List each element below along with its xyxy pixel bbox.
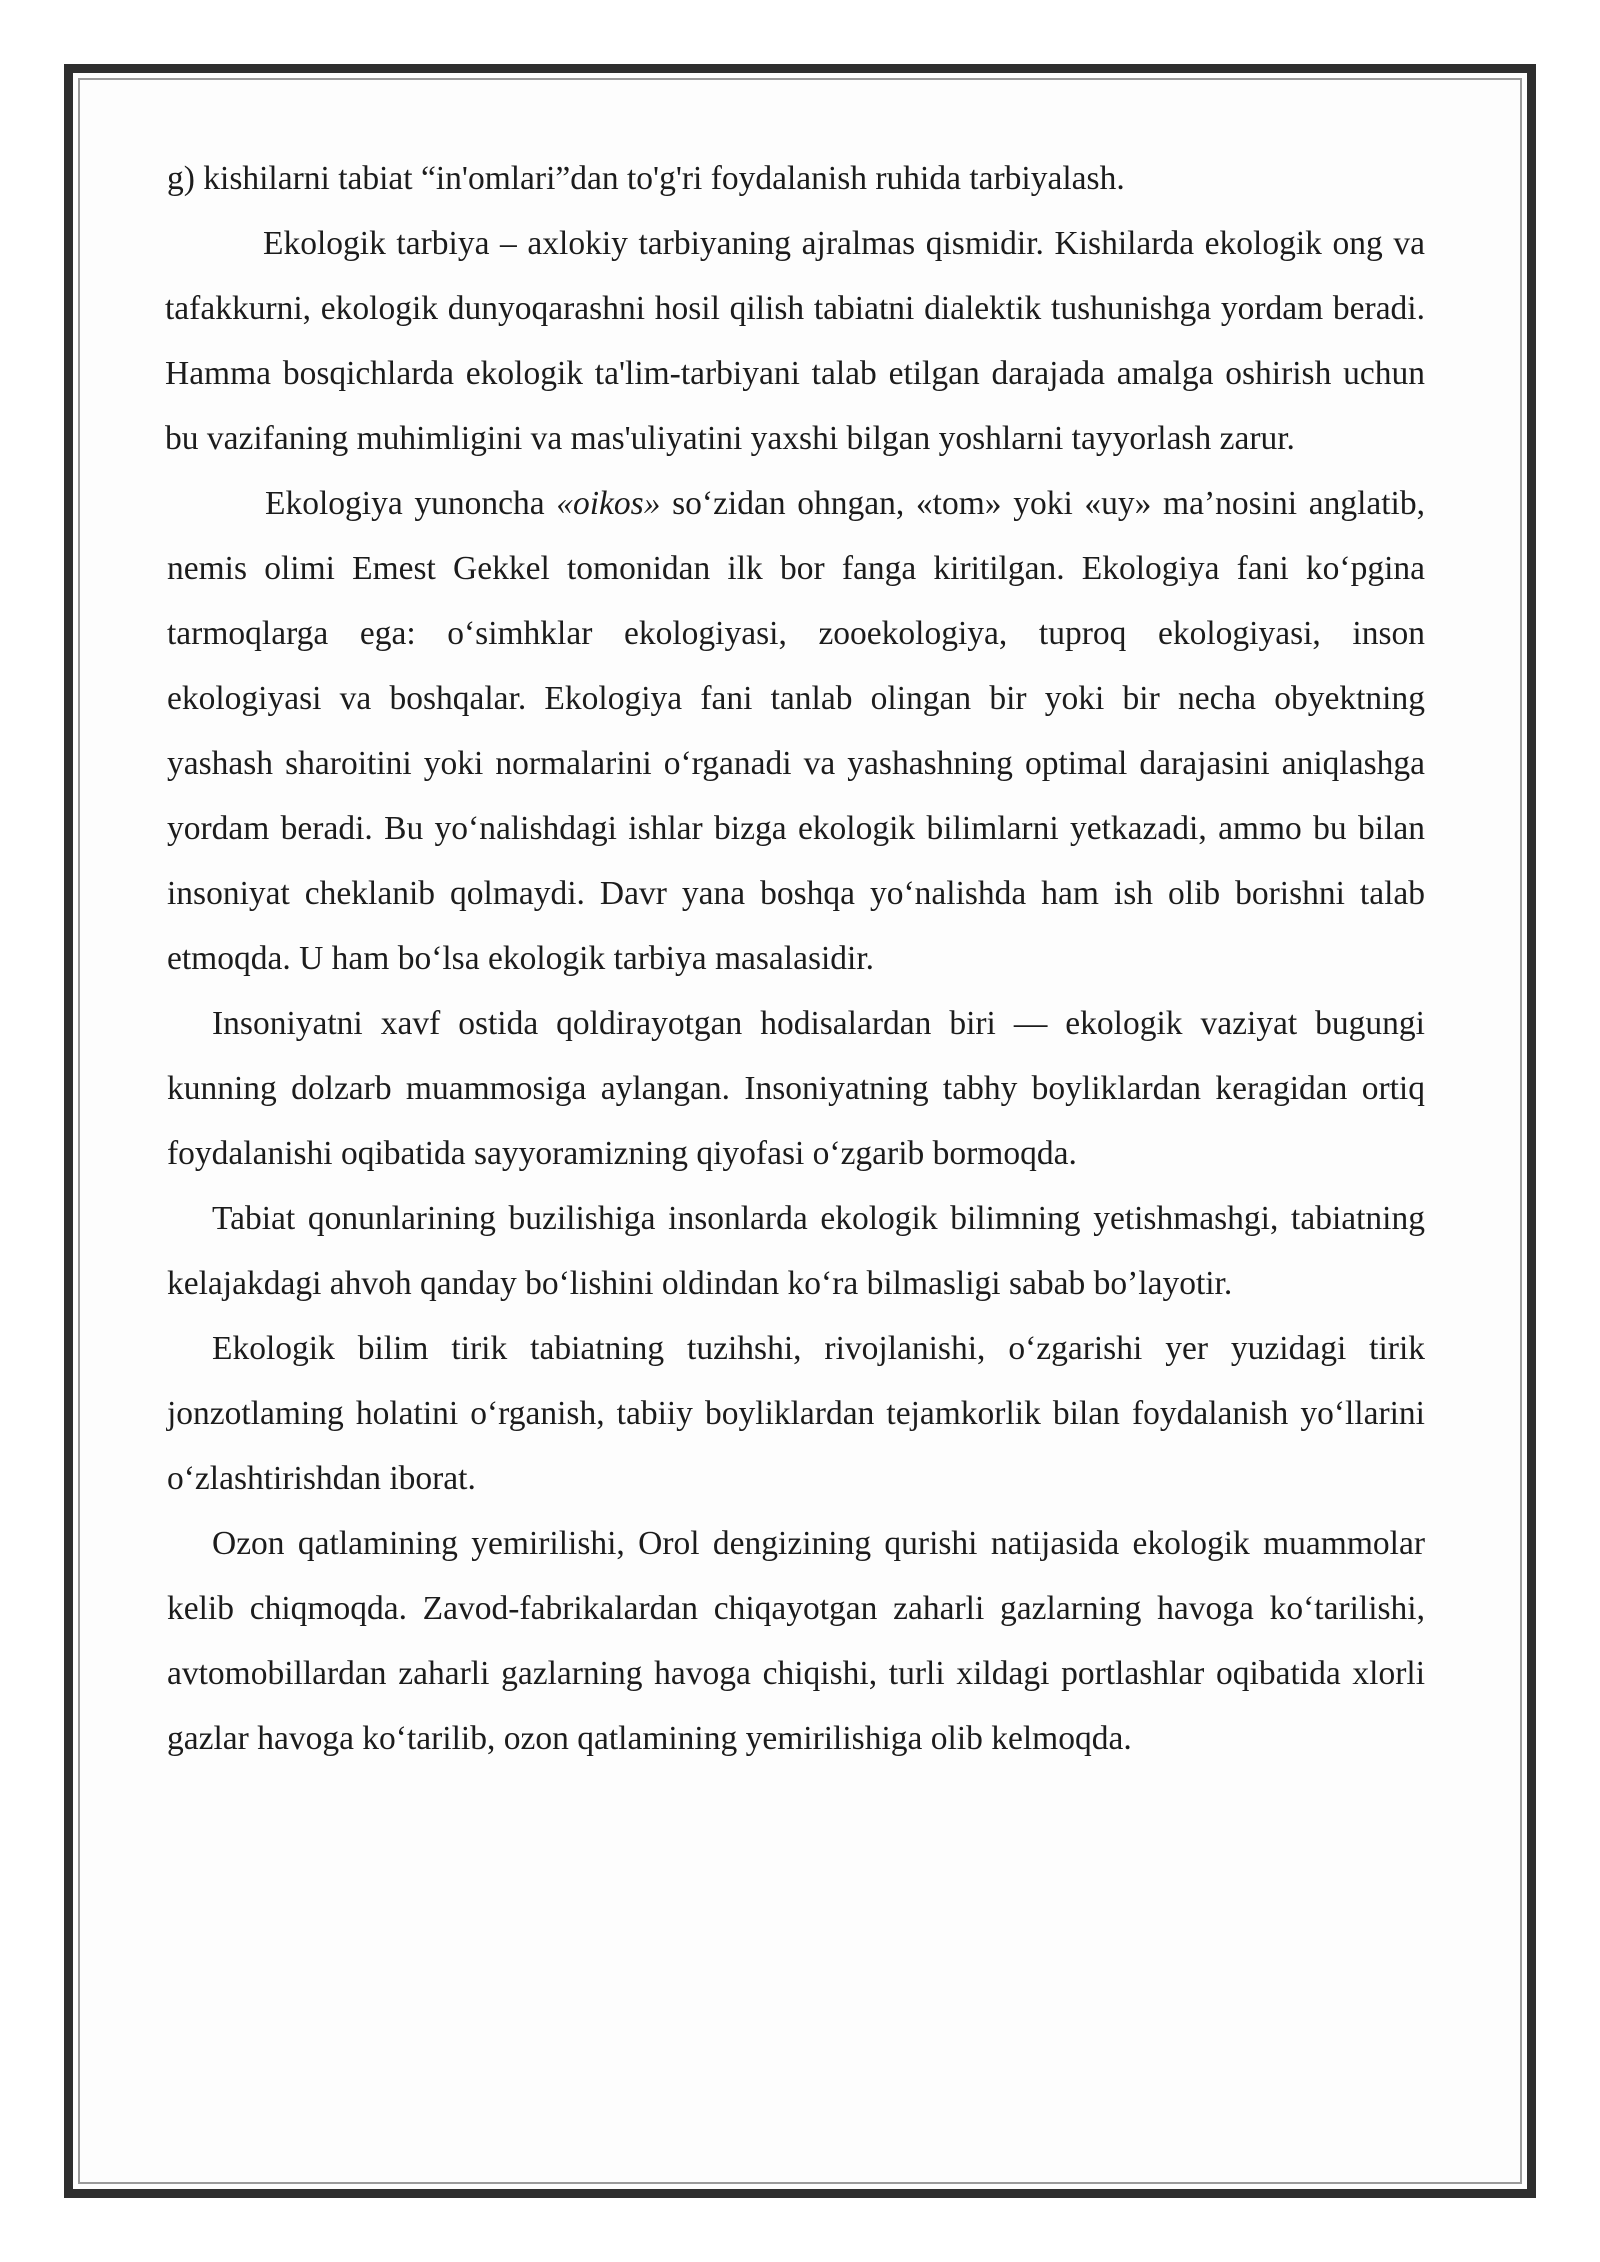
paragraph-ozone: Ozon qatlamining yemirilishi, Orol dengizining qurishi natijasida ekologik muammolar kelib chiqmoqda. Zavod-fabrikalardan chiqayotgan zaharli gazlarning havoga ko‘tarilishi, avtomobillardan zaharli gazlarning havoga chiqishi, turli xildagi portlashlar oqibatida xlorli gazlar havoga ko‘tarilib, ozon qatlamining yemirilishiga olib kelmoqda.: [167, 1525, 1425, 1757]
paragraph-laws: Tabiat qonunlarining buzilishiga insonlarda ekologik bilimning yetishmashgi, tabiatning kelajakdagi ahvoh qanday bo‘lishini oldindan ko‘ra bilmasligi sabab bo’layotir.: [167, 1200, 1425, 1302]
paragraph-ecology-definition: [167, 471, 1425, 991]
ecology-definition-lead: Ekologiya yunoncha: [265, 485, 557, 522]
ecology-definition-body: so‘zidan ohngan, «tom» yoki «uy» ma’nosini anglatib, nemis olimi Emest Gekkel tomonidan ilk bor fanga kiritilgan. Ekologiya fani ko‘pgina tarmoqlarga ega: o‘simhklar ekologiyasi, zooekologiya, tuproq ekologiyasi, inson ekologiyasi va boshqalar. Ekologiya fani tanlab olingan bir yoki bir necha obyektning yashash sharoitini yoki normalarini o‘rganadi va yashashning optimal darajasini aniqlashga yordam beradi. Bu yo‘nalishdagi ishlar bizga ekologik bilimlarni yetkazadi, ammo bu bilan insoniyat cheklanib qolmaydi. Davr yana boshqa yo‘nalishda ham ish olib borishni talab etmoqda. U ham bo‘lsa ekologik tarbiya masalasidir.: [167, 485, 1425, 977]
paragraph-danger: Insoniyatni xavf ostida qoldirayotgan hodisalardan biri — ekologik vaziyat bugungi kunning dolzarb muammosiga aylangan. Insoniyatning tabhy boyliklardan keragidan ortiq foydalanishi oqibatida sayyoramizning qiyofasi o‘zgarib bormoqda.: [167, 1005, 1425, 1172]
paragraph-ecological-upbringing: Ekologik tarbiya – axlokiy tarbiyaning ajralmas qismidir. Kishilarda ekologik ong va tafakkurni, ekologik dunyoqarashni hosil qilish tabiatni dialektik tushunishga yordam beradi. Hamma bosqichlarda ekologik ta'lim-tarbiyani talab etilgan darajada amalga oshirish uchun bu vazifaning muhimligini va mas'uliyatini yaxshi bilgan yoshlarni tayyorlash zarur.: [165, 225, 1425, 457]
document-body: [167, 146, 1425, 1771]
ecology-term-oikos: «oikos»: [556, 485, 661, 522]
paragraph-goal-g: g) kishilarni tabiat “in'omlari”dan to'g'ri foydalanish ruhida tarbiyalash.: [167, 160, 1125, 197]
paragraph-knowledge: Ekologik bilim tirik tabiatning tuzihshi, rivojlanishi, o‘zgarishi yer yuzidagi tirik jonzotlaming holatini o‘rganish, tabiiy boyliklardan tejamkorlik bilan foydalanish yo‘llarini o‘zlashtirishdan iborat.: [167, 1330, 1425, 1497]
